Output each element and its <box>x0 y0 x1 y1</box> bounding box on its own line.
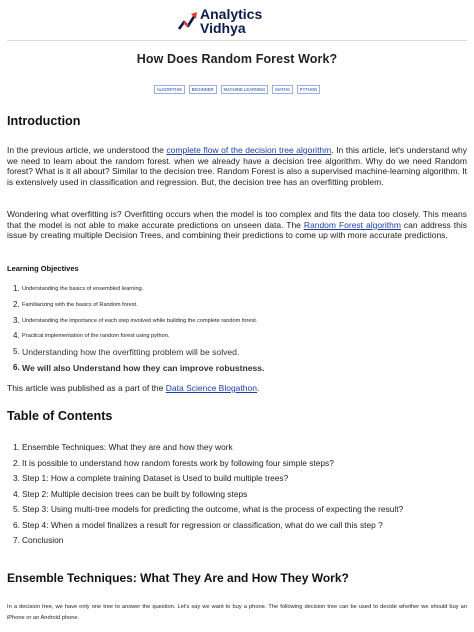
header-divider <box>7 40 467 41</box>
tag-algorithm[interactable]: ALGORITHM <box>154 85 185 94</box>
list-item-text: Understanding the importance of each step involved while building the complete random forest. <box>22 317 258 324</box>
table-of-contents-heading: Table of Contents <box>7 409 113 423</box>
list-number: 2. <box>13 457 20 468</box>
blogathon-text-after: . <box>256 383 260 393</box>
toc-item[interactable] <box>7 520 467 531</box>
list-item-text: Familiarizing with the basics of Random forest. <box>22 301 138 308</box>
list-number: 3. <box>13 315 20 325</box>
tag-beginner[interactable]: BEGINNER <box>189 85 217 94</box>
intro-p1-text-before: In the previous article, we understood the <box>7 145 167 155</box>
tag-python[interactable]: PYTHON <box>297 85 320 94</box>
ensemble-techniques-heading: Ensemble Techniques: What They Are and How They Work? <box>7 571 349 585</box>
tag-maths[interactable]: MATHS <box>272 85 292 94</box>
list-item <box>7 284 467 300</box>
list-item-text: Practical implementation of the random forest using python. <box>22 333 170 340</box>
blogathon-note <box>7 383 467 394</box>
list-number: 6. <box>13 519 20 530</box>
list-number: 2. <box>13 299 20 309</box>
list-number: 6. <box>13 362 20 372</box>
list-item <box>7 300 467 316</box>
list-item-text: Understanding the basics of ensembled learning. <box>22 286 144 292</box>
blogathon-text-before: This article was published as a part of the <box>7 383 166 393</box>
site-logo[interactable] <box>178 6 298 40</box>
logo-text <box>200 7 262 35</box>
list-number: 1. <box>13 442 20 452</box>
intro-paragraph-2 <box>7 209 467 241</box>
tag-machine-learning[interactable]: MACHINE LEARNING <box>221 85 269 94</box>
list-number: 4. <box>13 488 20 499</box>
intro-p2-text-after: can address this issue by creating multiple Decision Trees, and combining their predictions to come up with more accurate predictions. <box>7 219 467 241</box>
ensemble-paragraph: In a decision tree, we have only one tree to answer the question. Let's say we want to buy a phone. The following decision tree can be used to decide whether we should buy an iPhone or an Android phone. <box>7 604 467 621</box>
list-number: 7. <box>13 535 20 545</box>
toc-item-text: Step 1: How a complete training Dataset is Used to build multiple trees? <box>22 473 289 483</box>
intro-p2-text-before: Wondering what overfitting is? Overfitting occurs when the model is too complex and fits the data too closely. This means that the model is not able to make accurate predictions on unseen data. The <box>7 209 467 230</box>
list-number: 5. <box>13 347 20 357</box>
list-item <box>7 363 467 379</box>
toc-item-text: Conclusion <box>22 535 64 545</box>
list-item <box>7 347 467 363</box>
tag-list <box>0 85 474 94</box>
toc-item[interactable] <box>7 458 467 469</box>
list-number: 3. <box>13 473 20 483</box>
list-number: 1. <box>13 284 20 293</box>
learning-objectives-list <box>7 284 467 379</box>
introduction-heading: Introduction <box>7 114 81 128</box>
random-forest-algorithm-link[interactable]: Random Forest algorithm <box>303 219 401 230</box>
analytics-arrow-icon <box>178 11 198 33</box>
toc-item[interactable] <box>7 489 467 500</box>
toc-item[interactable] <box>7 442 467 453</box>
intro-paragraph-1 <box>7 145 467 188</box>
toc-item[interactable] <box>7 535 467 546</box>
list-item <box>7 331 467 347</box>
intro-p1-text-after: . In this article, let's understand why we need to learn about the random forest. when we already have a decision tree algorithm. Why do we need Random forest? What is it all about? Similar to the decision tree. Random Forest is also a supervised machine-learning algorithm. It is extensively used in classification and regression. But, the decision tree has an overfitting problem. <box>7 145 467 188</box>
logo-line-1: Analytics <box>200 6 263 22</box>
list-number: 5. <box>13 504 20 514</box>
toc-item[interactable] <box>7 473 467 484</box>
toc-item-text: Ensemble Techniques: What they are and how they work <box>22 442 233 452</box>
logo-line-2: Vidhya <box>200 20 246 36</box>
data-science-blogathon-link[interactable]: Data Science Blogathon <box>165 383 257 393</box>
toc-item-text: Step 3: Using multi-tree models for predicting the outcome, what is the process of expecting the result? <box>22 504 404 514</box>
toc-item[interactable] <box>7 504 467 515</box>
learning-objectives-heading: Learning Objectives <box>7 264 79 273</box>
article-title: How Does Random Forest Work? <box>136 52 338 66</box>
list-number: 4. <box>13 331 20 341</box>
list-item-text: Understanding how the overfitting problem will be solved. <box>22 347 240 358</box>
list-item-text: We will also Understand how they can improve robustness. <box>22 362 265 373</box>
toc-item-text: It is possible to understand how random forests work by following four simple steps? <box>22 457 334 468</box>
toc-item-text: Step 4: When a model finalizes a result for regression or classification, what do we call this step ? <box>22 519 383 530</box>
toc-item-text: Step 2: Multiple decision trees can be built by following steps <box>22 488 248 499</box>
list-item <box>7 316 467 332</box>
decision-tree-flow-link[interactable]: complete flow of the decision tree algorithm <box>166 145 332 155</box>
table-of-contents-list <box>7 442 467 551</box>
